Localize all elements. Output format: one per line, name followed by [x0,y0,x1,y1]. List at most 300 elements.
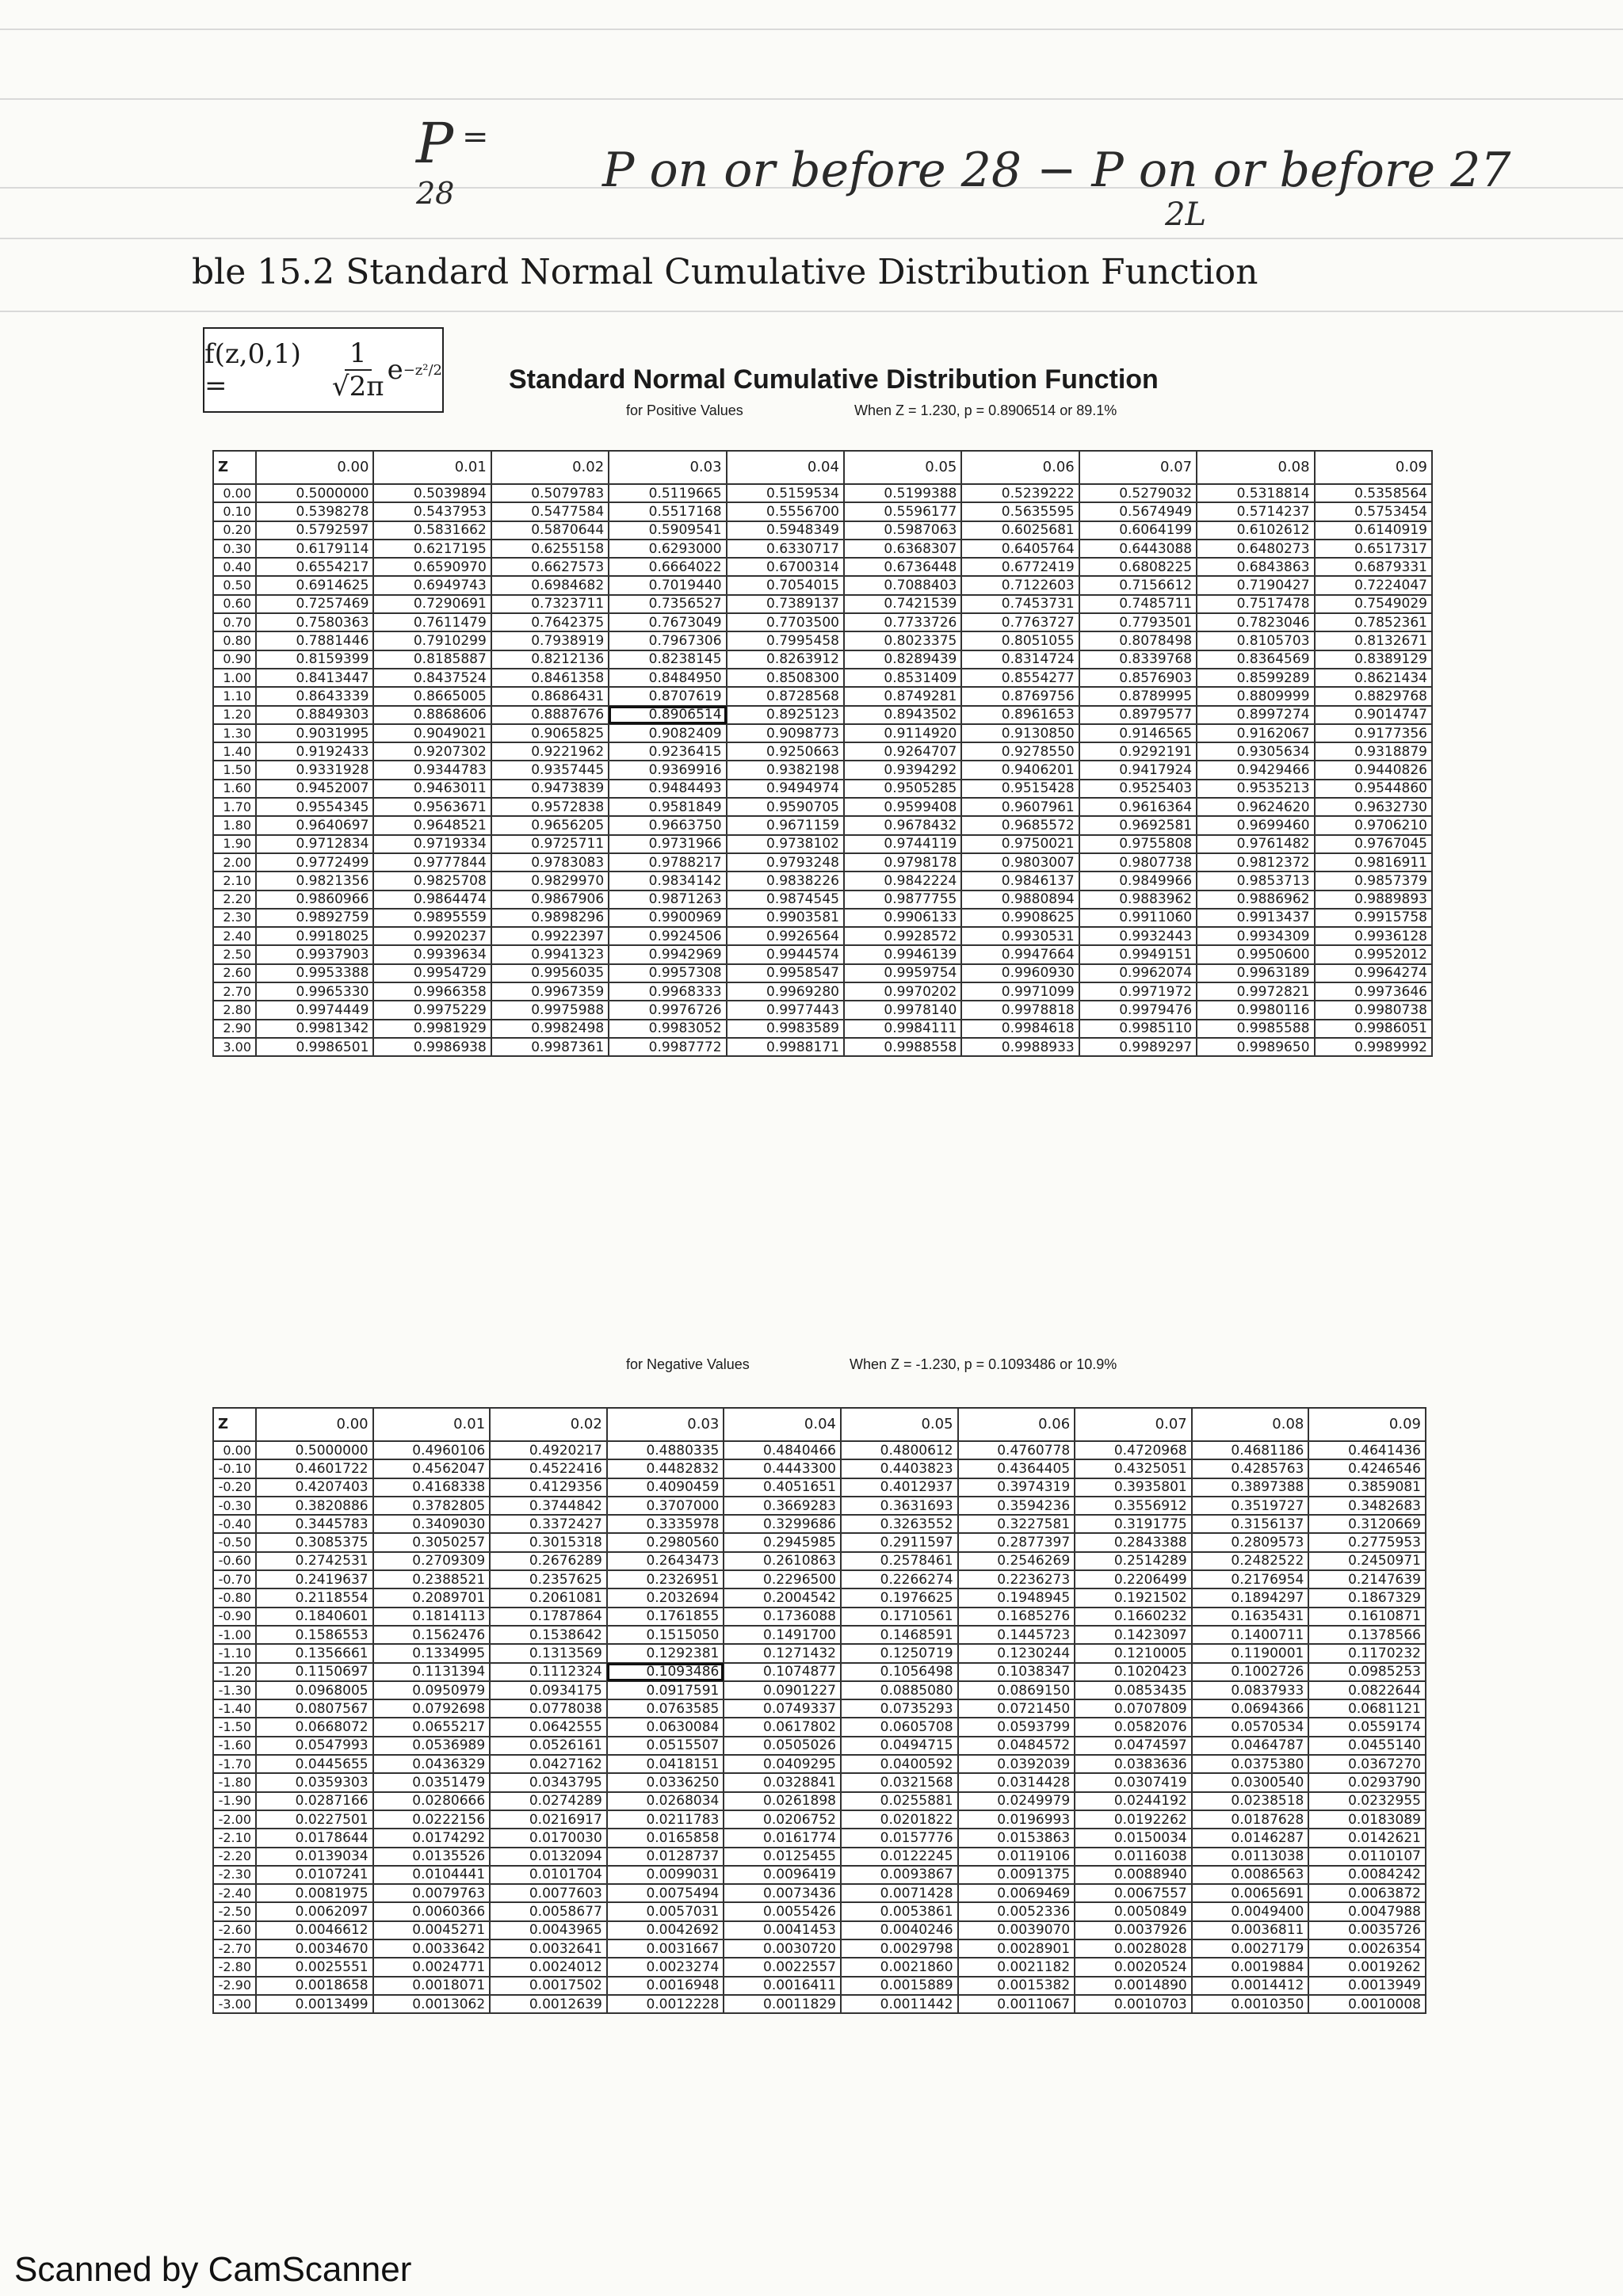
table-row [213,1848,1426,1866]
probability-cell: 0.9678432 [844,816,961,834]
table-row [213,835,1432,853]
probability-cell: 0.1334995 [373,1644,491,1662]
probability-cell: 0.0157776 [841,1829,958,1847]
probability-cell: 0.9934309 [1197,927,1314,945]
probability-cell: 0.2004542 [724,1589,841,1607]
probability-cell: 0.9957308 [609,964,726,982]
probability-cell: 0.9984111 [844,1020,961,1038]
table-row [213,816,1432,834]
probability-cell: 0.9908625 [961,909,1079,927]
z-value: -1.70 [213,1755,256,1773]
probability-cell: 0.0016411 [724,1977,841,1995]
probability-cell: 0.9581849 [609,798,726,816]
table-row [213,1441,1426,1459]
z-value: 1.00 [213,669,256,687]
probability-cell: 0.1948945 [958,1589,1075,1607]
probability-cell: 0.9971099 [961,982,1079,1001]
probability-cell: 0.0079763 [373,1884,491,1902]
probability-cell: 0.5674949 [1079,502,1197,521]
probability-cell: 0.8554277 [961,669,1079,687]
probability-cell: 0.0409295 [724,1755,841,1773]
probability-cell: 0.0036811 [1192,1921,1309,1939]
probability-cell: 0.7122603 [961,576,1079,594]
table-row [213,1921,1426,1939]
probability-cell: 0.0293790 [1308,1773,1426,1791]
probability-cell: 0.9969280 [727,982,844,1001]
probability-cell: 0.0086563 [1192,1866,1309,1884]
probability-cell: 0.9563671 [373,798,491,816]
probability-cell: 0.9922397 [491,927,609,945]
probability-cell: 0.9983589 [727,1020,844,1038]
probability-cell: 0.0011442 [841,1995,958,2013]
probability-cell: 0.9406201 [961,761,1079,779]
table-row [213,798,1432,816]
probability-cell: 0.2945985 [724,1533,841,1551]
probability-cell: 0.3156137 [1192,1515,1309,1533]
z-value: 0.50 [213,576,256,594]
probability-cell: 0.9417924 [1079,761,1197,779]
probability-cell: 0.0455140 [1308,1737,1426,1755]
probability-cell: 0.1093486 [607,1663,724,1681]
probability-cell: 0.8979577 [1079,706,1197,724]
table-row [213,1958,1426,1976]
probability-cell: 0.2357625 [490,1570,607,1589]
probability-cell: 0.9900969 [609,909,726,927]
probability-cell: 0.3085375 [256,1533,373,1551]
probability-cell: 0.3372427 [490,1515,607,1533]
z-value: -2.00 [213,1810,256,1829]
probability-cell: 0.6843863 [1197,558,1314,576]
probability-cell: 0.9207302 [373,742,491,761]
probability-cell: 0.9944574 [727,945,844,963]
probability-cell: 0.0024012 [490,1958,607,1976]
probability-cell: 0.9857379 [1315,871,1432,890]
table-row [213,1902,1426,1920]
probability-cell: 0.9988171 [727,1038,844,1056]
probability-cell: 0.9656205 [491,816,609,834]
probability-cell: 0.9663750 [609,816,726,834]
probability-cell: 0.0016948 [607,1977,724,1995]
probability-cell: 0.9966358 [373,982,491,1001]
probability-cell: 0.0950979 [373,1681,491,1699]
probability-cell: 0.0170030 [490,1829,607,1847]
z-value: -1.10 [213,1644,256,1662]
table-row [213,631,1432,650]
probability-cell: 0.0222156 [373,1810,491,1829]
probability-cell: 0.9278550 [961,742,1079,761]
probability-cell: 0.9146565 [1079,724,1197,742]
probability-cell: 0.0055426 [724,1902,841,1920]
probability-cell: 0.0153863 [958,1829,1075,1847]
scanner-watermark: Scanned by CamScanner [14,2250,412,2289]
table-row [213,1459,1426,1478]
probability-cell: 0.9915758 [1315,909,1432,927]
probability-cell: 0.4840466 [724,1441,841,1459]
z-value: -1.90 [213,1792,256,1810]
probability-cell: 0.0065691 [1192,1884,1309,1902]
probability-cell: 0.1020423 [1075,1663,1192,1681]
table-row [213,724,1432,742]
probability-cell: 0.1356661 [256,1644,373,1662]
probability-cell: 0.0232955 [1308,1792,1426,1810]
probability-cell: 0.9632730 [1315,798,1432,816]
probability-cell: 0.0605708 [841,1718,958,1736]
probability-cell: 0.9978818 [961,1001,1079,1019]
table-row [213,613,1432,631]
probability-cell: 0.0019262 [1308,1958,1426,1976]
probability-cell: 0.0807567 [256,1699,373,1718]
probability-cell: 0.4482832 [607,1459,724,1478]
z-value: 2.00 [213,853,256,871]
probability-cell: 0.0238518 [1192,1792,1309,1810]
probability-cell: 0.0255881 [841,1792,958,1810]
probability-cell: 0.8887676 [491,706,609,724]
probability-cell: 0.4681186 [1192,1441,1309,1459]
probability-cell: 0.0351479 [373,1773,491,1791]
probability-cell: 0.9671159 [727,816,844,834]
probability-cell: 0.9959754 [844,964,961,982]
probability-cell: 0.8789995 [1079,687,1197,705]
probability-cell: 0.2061081 [490,1589,607,1607]
probability-cell: 0.9924506 [609,927,726,945]
probability-cell: 0.9731966 [609,835,726,853]
probability-cell: 0.8289439 [844,650,961,669]
formula-exp: e [387,354,403,386]
probability-cell: 0.0778038 [490,1699,607,1718]
probability-cell: 0.9849966 [1079,871,1197,890]
probability-cell: 0.1840601 [256,1608,373,1626]
probability-cell: 0.5596177 [844,502,961,521]
probability-cell: 0.1210005 [1075,1644,1192,1662]
positive-z-table [212,450,1433,1057]
probability-cell: 0.0028901 [958,1939,1075,1958]
probability-cell: 0.0400592 [841,1755,958,1773]
probability-cell: 0.7549029 [1315,595,1432,613]
table-row [213,1810,1426,1829]
probability-cell: 0.3935801 [1075,1478,1192,1497]
z-value: 0.80 [213,631,256,650]
probability-cell: 0.5714237 [1197,502,1314,521]
probability-cell: 0.2843388 [1075,1533,1192,1551]
column-header: 0.05 [844,451,961,484]
probability-cell: 0.0057031 [607,1902,724,1920]
probability-cell: 0.0067557 [1075,1884,1192,1902]
probability-cell: 0.9599408 [844,798,961,816]
probability-cell: 0.9648521 [373,816,491,834]
probability-cell: 0.9986051 [1315,1020,1432,1038]
probability-cell: 0.9985588 [1197,1020,1314,1038]
z-value: 2.40 [213,927,256,945]
probability-cell: 0.9292191 [1079,742,1197,761]
probability-cell: 0.9236415 [609,742,726,761]
probability-cell: 0.3974319 [958,1478,1075,1497]
table-row [213,1020,1432,1038]
probability-cell: 0.0968005 [256,1681,373,1699]
probability-cell: 0.2326951 [607,1570,724,1589]
probability-cell: 0.9949151 [1079,945,1197,963]
probability-cell: 0.0013949 [1308,1977,1426,1995]
probability-cell: 0.3409030 [373,1515,491,1533]
table-row [213,558,1432,576]
probability-cell: 0.0081975 [256,1884,373,1902]
z-value: -1.50 [213,1718,256,1736]
probability-cell: 0.0047988 [1308,1902,1426,1920]
probability-cell: 0.9484493 [609,780,726,798]
z-value: -2.20 [213,1848,256,1866]
probability-cell: 0.0249979 [958,1792,1075,1810]
probability-cell: 0.9318879 [1315,742,1432,761]
probability-cell: 0.5039894 [373,484,491,502]
probability-cell: 0.0113038 [1192,1848,1309,1866]
z-value: 0.30 [213,540,256,558]
probability-cell: 0.7485711 [1079,595,1197,613]
probability-cell: 0.0075494 [607,1884,724,1902]
probability-cell: 0.0091375 [958,1866,1075,1884]
probability-cell: 0.5477584 [491,502,609,521]
table-row [213,595,1432,613]
probability-cell: 0.9494974 [727,780,844,798]
column-header: 0.03 [607,1408,724,1441]
probability-cell: 0.9544860 [1315,780,1432,798]
ruled-line [0,98,1623,100]
probability-cell: 0.7995458 [727,631,844,650]
table-row [213,1478,1426,1497]
probability-cell: 0.8185887 [373,650,491,669]
probability-cell: 0.0196993 [958,1810,1075,1829]
probability-cell: 0.7323711 [491,595,609,613]
table-row [213,1755,1426,1773]
probability-cell: 0.9962074 [1079,964,1197,982]
probability-cell: 0.7580363 [256,613,373,631]
probability-cell: 0.0268034 [607,1792,724,1810]
probability-cell: 0.4246546 [1308,1459,1426,1478]
z-value: 0.90 [213,650,256,669]
probability-cell: 0.8078498 [1079,631,1197,650]
probability-cell: 0.0853435 [1075,1681,1192,1699]
z-value: -3.00 [213,1995,256,2013]
probability-cell: 0.8238145 [609,650,726,669]
probability-cell: 0.8263912 [727,650,844,669]
z-value: -2.90 [213,1977,256,1995]
probability-cell: 0.2742531 [256,1552,373,1570]
z-value: -0.40 [213,1515,256,1533]
probability-cell: 0.4800612 [841,1441,958,1459]
probability-cell: 0.3669283 [724,1497,841,1515]
table-row [213,1626,1426,1644]
z-value: -0.10 [213,1459,256,1478]
probability-cell: 0.9977443 [727,1001,844,1019]
probability-cell: 0.8364569 [1197,650,1314,669]
formula-fraction [332,338,384,402]
probability-cell: 0.6772419 [961,558,1079,576]
probability-cell: 0.9846137 [961,871,1079,890]
probability-cell: 0.0022557 [724,1958,841,1976]
probability-cell: 0.9984618 [961,1020,1079,1038]
probability-cell: 0.9913437 [1197,909,1314,927]
probability-cell: 0.5517168 [609,502,726,521]
probability-cell: 0.2147639 [1308,1570,1426,1589]
probability-cell: 0.0494715 [841,1737,958,1755]
probability-cell: 0.9842224 [844,871,961,890]
probability-cell: 0.0010350 [1192,1995,1309,2013]
probability-cell: 0.2032694 [607,1589,724,1607]
probability-cell: 0.4443300 [724,1459,841,1478]
probability-cell: 0.0104441 [373,1866,491,1884]
probability-cell: 0.9712834 [256,835,373,853]
probability-cell: 0.7793501 [1079,613,1197,631]
probability-cell: 0.8961653 [961,706,1079,724]
probability-cell: 0.9988933 [961,1038,1079,1056]
probability-cell: 0.1635431 [1192,1608,1309,1626]
z-value: 1.20 [213,706,256,724]
probability-cell: 0.9941323 [491,945,609,963]
probability-cell: 0.2388521 [373,1570,491,1589]
probability-cell: 0.4012937 [841,1478,958,1497]
column-header: 0.08 [1197,451,1314,484]
probability-cell: 0.7673049 [609,613,726,631]
probability-cell: 0.2176954 [1192,1570,1309,1589]
probability-cell: 0.9976726 [609,1001,726,1019]
probability-cell: 0.6984682 [491,576,609,594]
handwritten-equals: = [462,119,489,155]
probability-cell: 0.9953388 [256,964,373,982]
probability-cell: 0.1491700 [724,1626,841,1644]
probability-cell: 0.3594236 [958,1497,1075,1515]
probability-cell: 0.0383636 [1075,1755,1192,1773]
probability-cell: 0.0418151 [607,1755,724,1773]
probability-cell: 0.0934175 [490,1681,607,1699]
z-value: -1.00 [213,1626,256,1644]
probability-cell: 0.5279032 [1079,484,1197,502]
probability-cell: 0.8925123 [727,706,844,724]
probability-cell: 0.9898296 [491,909,609,927]
z-value: 2.80 [213,1001,256,1019]
probability-cell: 0.4522416 [490,1459,607,1478]
table-row [213,1773,1426,1791]
probability-cell: 0.0985253 [1308,1663,1426,1681]
probability-cell: 0.9394292 [844,761,961,779]
probability-cell: 0.0707809 [1075,1699,1192,1718]
probability-cell: 0.0013499 [256,1995,373,2013]
probability-cell: 0.7938919 [491,631,609,650]
probability-cell: 0.6949743 [373,576,491,594]
probability-cell: 0.9989992 [1315,1038,1432,1056]
table-row [213,540,1432,558]
probability-cell: 0.9987361 [491,1038,609,1056]
probability-cell: 0.8159399 [256,650,373,669]
probability-cell: 0.6330717 [727,540,844,558]
probability-cell: 0.2118554 [256,1589,373,1607]
probability-cell: 0.4562047 [373,1459,491,1478]
probability-cell: 0.3744842 [490,1497,607,1515]
probability-cell: 0.3820886 [256,1497,373,1515]
probability-cell: 0.5948349 [727,521,844,540]
probability-cell: 0.3050257 [373,1533,491,1551]
probability-cell: 0.0165858 [607,1829,724,1847]
probability-cell: 0.2578461 [841,1552,958,1570]
table-row [213,576,1432,594]
probability-cell: 0.9853713 [1197,871,1314,890]
z-value: -1.20 [213,1663,256,1681]
probability-cell: 0.0328841 [724,1773,841,1791]
probability-cell: 0.0211783 [607,1810,724,1829]
probability-cell: 0.0375380 [1192,1755,1309,1773]
probability-cell: 0.5398278 [256,502,373,521]
probability-cell: 0.3263552 [841,1515,958,1533]
probability-cell: 0.9357445 [491,761,609,779]
probability-cell: 0.9369916 [609,761,726,779]
probability-cell: 0.0359303 [256,1773,373,1791]
probability-cell: 0.9572838 [491,798,609,816]
probability-cell: 0.7763727 [961,613,1079,631]
column-header: 0.06 [958,1408,1075,1441]
probability-cell: 0.9082409 [609,724,726,742]
probability-cell: 0.8599289 [1197,669,1314,687]
probability-cell: 0.1150697 [256,1663,373,1681]
probability-cell: 0.9440826 [1315,761,1432,779]
probability-cell: 0.5358564 [1315,484,1432,502]
probability-cell: 0.5909541 [609,521,726,540]
probability-cell: 0.0174292 [373,1829,491,1847]
probability-cell: 0.0043965 [490,1921,607,1939]
probability-cell: 0.7453731 [961,595,1079,613]
probability-cell: 0.7088403 [844,576,961,594]
probability-cell: 0.0052336 [958,1902,1075,1920]
probability-cell: 0.0077603 [490,1884,607,1902]
formula-numerator: 1 [345,338,372,371]
probability-cell: 0.0869150 [958,1681,1075,1699]
table-row [213,1699,1426,1718]
probability-cell: 0.9989297 [1079,1038,1197,1056]
probability-cell: 0.9880894 [961,891,1079,909]
probability-cell: 0.9344783 [373,761,491,779]
probability-cell: 0.0012639 [490,1995,607,2013]
probability-cell: 0.8508300 [727,669,844,687]
z-value: 0.20 [213,521,256,540]
probability-cell: 0.9975988 [491,1001,609,1019]
probability-cell: 0.0096419 [724,1866,841,1884]
probability-cell: 0.3519727 [1192,1497,1309,1515]
probability-cell: 0.8643339 [256,687,373,705]
probability-cell: 0.2089701 [373,1589,491,1607]
probability-cell: 0.2676289 [490,1552,607,1570]
probability-cell: 0.0122245 [841,1848,958,1866]
probability-cell: 0.2206499 [1075,1570,1192,1589]
probability-cell: 0.9250663 [727,742,844,761]
probability-cell: 0.0084242 [1308,1866,1426,1884]
table-row [213,521,1432,540]
probability-cell: 0.9812372 [1197,853,1314,871]
probability-cell: 0.1894297 [1192,1589,1309,1607]
probability-cell: 0.0681121 [1308,1699,1426,1718]
probability-cell: 0.1074877 [724,1663,841,1681]
probability-cell: 0.0274289 [490,1792,607,1810]
probability-cell: 0.6554217 [256,558,373,576]
table-row [213,1681,1426,1699]
probability-cell: 0.2236273 [958,1570,1075,1589]
probability-cell: 0.0668072 [256,1718,373,1736]
probability-cell: 0.9221962 [491,742,609,761]
probability-cell: 0.9960930 [961,964,1079,982]
probability-cell: 0.9767045 [1315,835,1432,853]
probability-cell: 0.0128737 [607,1848,724,1866]
probability-cell: 0.0367270 [1308,1755,1426,1773]
probability-cell: 0.2709309 [373,1552,491,1570]
z-value: 2.90 [213,1020,256,1038]
probability-cell: 0.0025551 [256,1958,373,1976]
probability-cell: 0.7852361 [1315,613,1432,631]
probability-cell: 0.2775953 [1308,1533,1426,1551]
